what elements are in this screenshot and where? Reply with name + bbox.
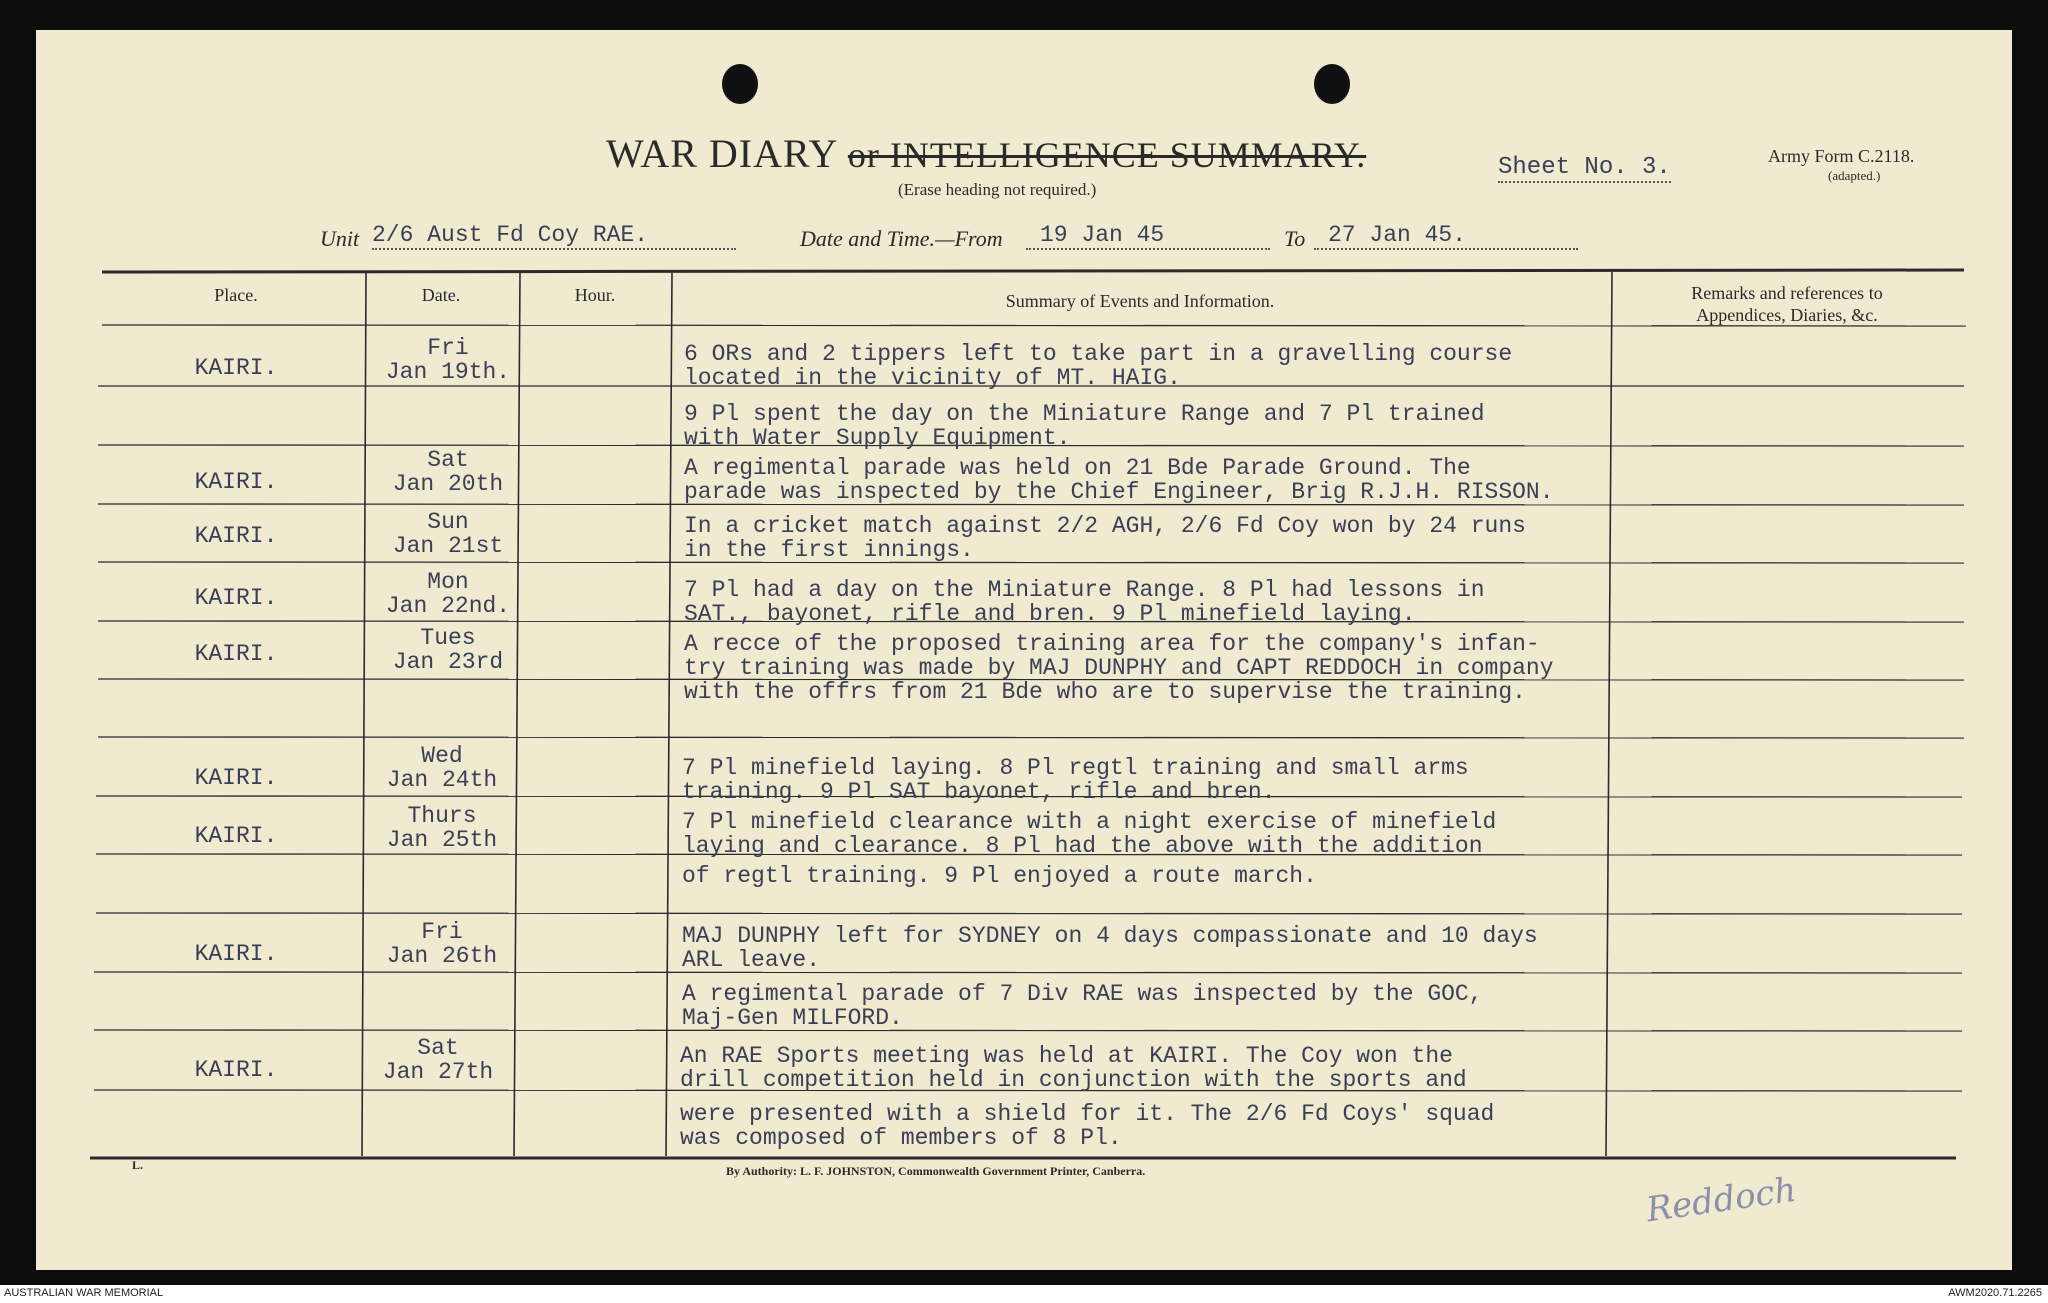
summary-cell [682, 982, 1483, 1030]
column-header-date: Date. [421, 285, 461, 305]
date-cell [362, 920, 522, 968]
date-value: Jan 22nd. [385, 593, 511, 619]
date-cell [368, 570, 528, 618]
column-header-summary: Summary of Events and Information. [1005, 291, 1275, 311]
column-header-hour: Hour. [574, 285, 616, 305]
archive-strip [0, 1285, 2048, 1303]
summary-line: laying and clearance. 8 Pl had the above with the addition [682, 833, 1483, 859]
place-cell: KAIRI. [194, 823, 278, 849]
summary-cell [680, 1044, 1494, 1150]
summary-cell [682, 756, 1469, 804]
signature: Reddoch [1643, 1169, 1799, 1231]
summary-line: MAJ DUNPHY left for SYDNEY on 4 days compassionate and 10 days [682, 923, 1538, 949]
date-value: Jan 21st [392, 533, 504, 559]
erase-note: (Erase heading not required.) [898, 180, 1097, 199]
summary-cell [684, 578, 1485, 626]
place-cell: KAIRI. [194, 641, 278, 667]
adapted-note: (adapted.) [1828, 168, 1881, 183]
unit-value: 2/6 Aust Fd Coy RAE. [372, 222, 736, 250]
unit-label: Unit [320, 226, 360, 251]
footer-letter: L. [132, 1158, 144, 1172]
summary-cell [684, 402, 1485, 450]
date-cell [358, 1036, 518, 1084]
summary-line: with Water Supply Equipment. [684, 425, 1071, 451]
sheet-number: Sheet No. 3. [1498, 154, 1671, 181]
date-value: Jan 26th [386, 943, 498, 969]
date-value: Jan 24th [386, 767, 498, 793]
summary-line: drill competition held in conjunction with the sports and [680, 1067, 1467, 1093]
date-day: Sat [417, 1035, 459, 1061]
printer-authority: By Authority: L. F. JOHNSTON, Commonwealth Government Printer, Canberra. [726, 1164, 1146, 1178]
place-cell: KAIRI. [194, 1057, 278, 1083]
summary-line: of regtl training. 9 Pl enjoyed a route march. [682, 863, 1317, 889]
summary-line: try training was made by MAJ DUNPHY and CAPT REDDOCH in company [684, 655, 1554, 681]
summary-line: 9 Pl spent the day on the Miniature Range and 7 Pl trained [684, 401, 1485, 427]
date-day: Tues [420, 625, 476, 651]
date-day: Sun [427, 509, 469, 535]
summary-line: with the offrs from 21 Bde who are to supervise the training. [684, 679, 1526, 705]
summary-cell [684, 514, 1526, 562]
archive-reference: AWM2020.71.2265 [1948, 1287, 2042, 1299]
summary-line: 6 ORs and 2 tippers left to take part in a gravelling course [684, 341, 1513, 367]
date-day: Fri [427, 335, 469, 361]
summary-line: 7 Pl minefield clearance with a night exercise of minefield [682, 809, 1497, 835]
summary-line: A regimental parade of 7 Div RAE was inspected by the GOC, [682, 981, 1483, 1007]
place-cell: KAIRI. [194, 469, 278, 495]
date-value: Jan 20th [392, 471, 504, 497]
date-cell [368, 510, 528, 558]
army-form: Army Form C.2118. [1768, 146, 1915, 166]
column-header-remarks [1612, 282, 1962, 326]
summary-cell [684, 632, 1554, 704]
date-day: Fri [421, 919, 463, 945]
summary-line: An RAE Sports meeting was held at KAIRI. The Coy won the [680, 1043, 1453, 1069]
date-to-value: 27 Jan 45. [1314, 222, 1578, 250]
date-value: Jan 19th. [385, 359, 511, 385]
war-diary-sheet [36, 30, 2012, 1270]
summary-line: ARL leave. [682, 947, 821, 973]
title-main: WAR DIARY [606, 131, 837, 176]
summary-line: was composed of members of 8 Pl. [680, 1125, 1122, 1151]
remarks-header-line2: Appendices, Diaries, &c. [1696, 305, 1878, 325]
summary-line: parade was inspected by the Chief Engineer, Brig R.J.H. RISSON. [684, 479, 1554, 505]
summary-line: A regimental parade was held on 21 Bde Parade Ground. The [684, 455, 1471, 481]
summary-line: training. 9 Pl SAT bayonet, rifle and bren. [682, 779, 1276, 805]
summary-line: 7 Pl had a day on the Miniature Range. 8 Pl had lessons in [684, 577, 1485, 603]
summary-cell [684, 342, 1512, 390]
place-cell: KAIRI. [194, 941, 278, 967]
summary-line: In a cricket match against 2/2 AGH, 2/6 Fd Coy won by 24 runs [684, 513, 1526, 539]
date-value: Jan 27th [382, 1059, 494, 1085]
date-cell [368, 448, 528, 496]
archive-name: AUSTRALIAN WAR MEMORIAL [4, 1287, 164, 1299]
date-cell [362, 804, 522, 852]
date-day: Mon [427, 569, 469, 595]
summary-line: located in the vicinity of MT. HAIG. [684, 365, 1181, 391]
summary-cell [682, 924, 1538, 972]
place-cell: KAIRI. [194, 355, 278, 381]
summary-line: Maj-Gen MILFORD. [682, 1005, 903, 1031]
date-day: Wed [421, 743, 463, 769]
date-value: Jan 23rd [392, 649, 504, 675]
summary-line: 7 Pl minefield laying. 8 Pl regtl training and small arms [682, 755, 1469, 781]
place-cell: KAIRI. [194, 523, 278, 549]
title-struck: or INTELLIGENCE SUMMARY. [847, 135, 1367, 175]
place-cell: KAIRI. [194, 765, 278, 791]
date-day: Thurs [407, 803, 477, 829]
date-from-label: Date and Time.—From [800, 226, 1003, 251]
date-from-value: 19 Jan 45 [1026, 222, 1270, 250]
summary-cell [684, 456, 1554, 504]
column-header-place: Place. [214, 285, 258, 305]
summary-line: SAT., bayonet, rifle and bren. 9 Pl minefield laying. [684, 601, 1416, 627]
summary-line: A recce of the proposed training area for the company's infan- [684, 631, 1540, 657]
summary-line: in the first innings. [684, 537, 974, 563]
summary-line: were presented with a shield for it. The 2/6 Fd Coys' squad [680, 1101, 1495, 1127]
summary-cell [682, 810, 1496, 888]
date-to-label: To [1284, 226, 1306, 251]
date-cell [362, 744, 522, 792]
date-cell [368, 336, 528, 384]
remarks-header-line1: Remarks and references to [1691, 283, 1883, 303]
date-day: Sat [427, 447, 469, 473]
place-cell: KAIRI. [194, 585, 278, 611]
date-cell [368, 626, 528, 674]
date-value: Jan 25th [386, 827, 498, 853]
